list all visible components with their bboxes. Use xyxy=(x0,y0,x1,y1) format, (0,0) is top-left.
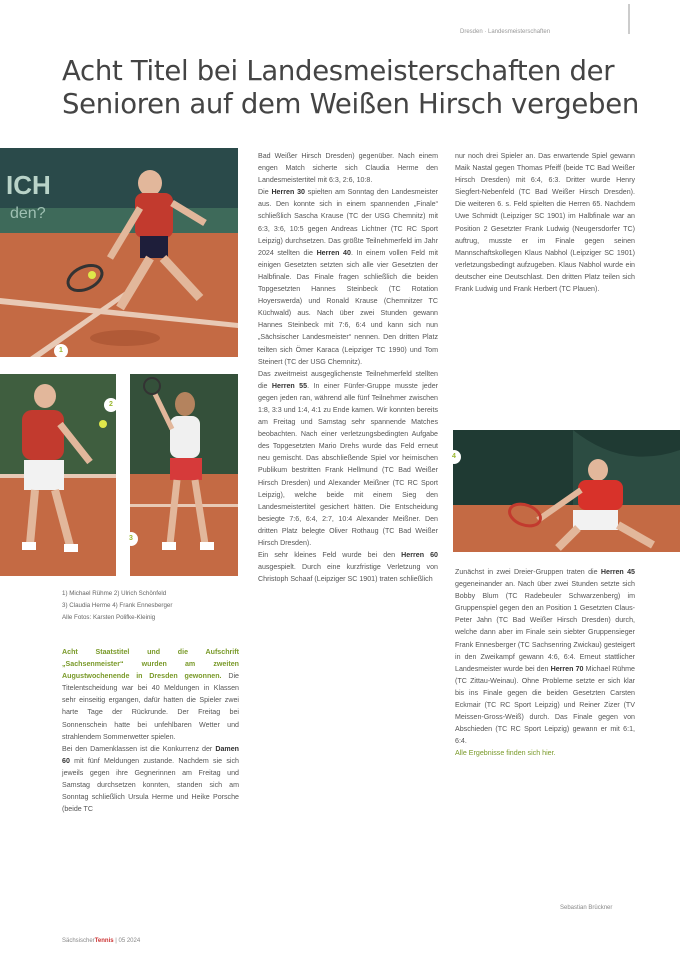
col3-paragraph-1: nur noch drei Spieler an. Das erwartende Spiel gewann Maik Nastal gegen Thomas Pfeiff (beide TC Bad Weißer Hirsch Dresden) mit 6:4, 6:3. Dritter wurde Henry Siegfert-Nebenfeld (TC Bad Weißer Hirsch Dresden). Die weiteren 6. s. Feld spielten die Herren 65. Nachdem Uwe Schmidt (Leipziger SC 1901) im Halbfinale war an Position 2 Gesetzter Frank Ludwig (Neugersdorfer TC) auftrug, musste er im Finale gegen seinen Mannschaftskollegen Klaus Nabhol (Leipziger SC 1901) verletzungsbedingt aufzugeben. Klaus Nabhol wurde ein deutscher eine Deutschlast. Den dritten Platz teilen sich Frank Ludwig und Frank Herbert (TC Plauen). xyxy=(455,152,635,294)
col2-paragraph-1: Bad Weißer Hirsch Dresden) gegenüber. Nach einem engen Match sicherte sich Claudia Herme den Landesmeistertitel mit 6:3, 2:6, 10:8. xyxy=(258,152,438,185)
category-herren-45: Herren 45 xyxy=(600,568,635,576)
photo-1-tennis-player xyxy=(0,148,238,357)
photo-badge-4: 4 xyxy=(447,450,461,464)
col3-text: Michael Rühme (TC Zittau-Weinau). Ohne Probleme setzte er sich klar bis ins Finale gegen die beiden Gesetzten Carsten Eckmair (TC RC Sport Leipzig) und Reiner Zizer (TV Meissen-Gross-Weiß) durch. Das Finale gegen von Abschieden (TC RC Sport Leipzig) gewann er mit 6:1, 6:4. xyxy=(455,664,635,746)
col2-text: Ein sehr kleines Feld wurde bei den xyxy=(258,551,402,560)
col2-text: Das zweitmeist ausgeglichenste Teilnehmerfeld stellten die xyxy=(258,369,438,390)
category-damen-60: Damen 60 xyxy=(62,744,239,765)
col2-text: ausgespielt. Durch eine kurzfristige Verletzung von Christoph Schaaf (Leipziger SC 1901) traten schließlich xyxy=(258,563,438,584)
caption-line-1: 1) Michael Rühme 2) Ulrich Schönfeld xyxy=(62,590,167,597)
col3-text: Zunächst in zwei Dreier-Gruppen traten die xyxy=(455,568,601,576)
photo-2-tennis-player xyxy=(0,374,116,576)
category-herren-55: Herren 55 xyxy=(271,381,308,390)
running-head: Dresden · Landesmeisterschaften xyxy=(460,29,551,35)
category-herren-40: Herren 40 xyxy=(316,248,351,257)
col1-text: Bei den Damenklassen ist die Konkurrenz der xyxy=(62,744,216,753)
article-column-3-top xyxy=(455,150,635,295)
article-title xyxy=(62,55,642,121)
photo-3-tennis-player xyxy=(130,374,238,576)
col1-paragraph-1: Die Titelentscheidung war bei 40 Meldungen in Klassen sehr einseitig ergangen, dafür hatten die Spieler zwei harte Tage der Rückrunde. Der Freitag bei Sonnenschein hatte bei unfehlbaren Wetter und strahlendem Sommerwetter spielen. xyxy=(62,672,239,741)
photo-4-tennis-player xyxy=(453,430,680,552)
category-herren-70: Herren 70 xyxy=(550,664,584,673)
photo-1-illustration xyxy=(0,148,238,357)
footer-brand: Tennis xyxy=(94,938,114,944)
col2-text: spielten am Sonntag den Landesmeister aus. Den konnte sich in einem spannenden „Finale“ schließlich Sascha Krause (TC der USG Chemnitz) mit 6:3, 3:6, 10:5 gegen Andreas Lichtner (TC RC Sport Leipzig) durchsetzen. Das größte Teilnehmerfeld im Jahr 2024 stellten die xyxy=(258,188,438,257)
article-column-3-bottom xyxy=(455,566,635,760)
col1-text: mit fünf Meldungen zustande. Nachdem sie sich jeweils gegen ihre Gegnerinnen am Freitag und Samstag durchsetzen konnten, standen sich am Sonntag schließlich Ursula Herme und Heike Porsche (beide TC xyxy=(62,756,239,814)
svg-text:den?: den? xyxy=(10,205,46,222)
footer-prefix: Sächsischer xyxy=(62,938,95,944)
col2-text: Die xyxy=(258,188,272,197)
photo-caption xyxy=(62,588,242,624)
col2-text: . In einem vollen Feld mit einigen Gesetzten setzten sich alle vier Gesetzten der Halbfinale. Das Finale fragen schließlich die beiden Topgesetzten Hannes Steinbeck (TC Rotation Hoyerswerda) und Ronald Krause (Chemnitzer TC Küchwald) aus. Nach über zwei Stunden gewann Hannes Steinbeck mit 7:6, 6:4 und kann sich nun „Sächsischer Landesmeister“ nennen. Den dritten Platz teilten sich Ömer Karaca (Leipziger TC 1990) und Tom Steinert (TC der USG Chemnitz). xyxy=(258,248,438,366)
photo-4-illustration xyxy=(453,430,680,552)
photo-2-illustration xyxy=(0,374,116,576)
svg-text:ICH: ICH xyxy=(6,170,51,200)
article-column-2 xyxy=(258,150,438,585)
article-lead: Acht Staatstitel und die Aufschrift „Sachsenmeister“ wurden am zweiten Augustwochenende in Dresden gewonnen. xyxy=(62,648,239,681)
photo-badge-1: 1 xyxy=(54,344,68,358)
title-line-2: Senioren auf dem Weißen Hirsch vergeben xyxy=(62,88,639,120)
article-column-1 xyxy=(62,646,239,815)
photo-badge-3: 3 xyxy=(124,532,138,546)
photo-badge-2: 2 xyxy=(104,398,118,412)
author-name: Sebastian Brückner xyxy=(560,905,613,911)
col3-text: gegeneinander an. Nach über zwei Stunden setzte sich Bobby Blum (TC Radebeuler Schwarzenberg) im Gruppenspiel gegen den an Position 1 Gesetzten Claus-Peter Jahn (TC Bad Weißer Hirsch Dresden) durch, welche dann aber im Finale sein siebter Gruppensieger Frank Ennesberger (TC Sachsenring Zwickau) gesteigert in den Zweikampf gewann 4:6, 6:4. Erneut stattlicher Landesmeister wurde bei den xyxy=(455,580,635,673)
photo-3-illustration xyxy=(130,374,238,576)
footer-issue: | 05 2024 xyxy=(115,938,141,944)
title-line-1: Acht Titel bei Landesmeisterschaften der xyxy=(62,55,615,87)
caption-line-2: 3) Claudia Herme 4) Frank Ennesberger xyxy=(62,602,173,609)
category-herren-60: Herren 60 xyxy=(401,551,438,560)
results-link[interactable]: Alle Ergebnisse finden sich hier. xyxy=(455,749,556,758)
caption-line-3: Alle Fotos: Karsten Polifke-Kleinig xyxy=(62,614,156,621)
page-footer xyxy=(62,938,140,944)
category-herren-30: Herren 30 xyxy=(271,188,305,197)
col2-text: . In einer Fünfer-Gruppe musste jeder gegen jeden ran, während alle fünf Teilnehmer zwischen 1:8, 3:3 und 1:4, 4:1 zu Ende kamen. Wir konnten bereits am Freitag und Samstag sehr spannende Matches beobachten. Nach einer verletzungsbedingten Aufgabe des Topgesetzten Mario Drehs wurde das Feld erneut neu gemischt. Das abschließende Spiel vor heimischen Publikum bestritten Frank Hellmund (TC Bad Weißer Hirsch Dresden) und Alexander Meißner (TC RC Sport Leipzig), welche beide mit einem Sieg den Landesmeistertitel gesichert hätten. Die Entscheidung besiegte 7:6, 6:4, 2:7, 10:4 Alexander Meißner. Den dritten Platz belegte Oliver Rothaug (TC Bad Weißer Hirsch Dresden). xyxy=(258,381,438,547)
